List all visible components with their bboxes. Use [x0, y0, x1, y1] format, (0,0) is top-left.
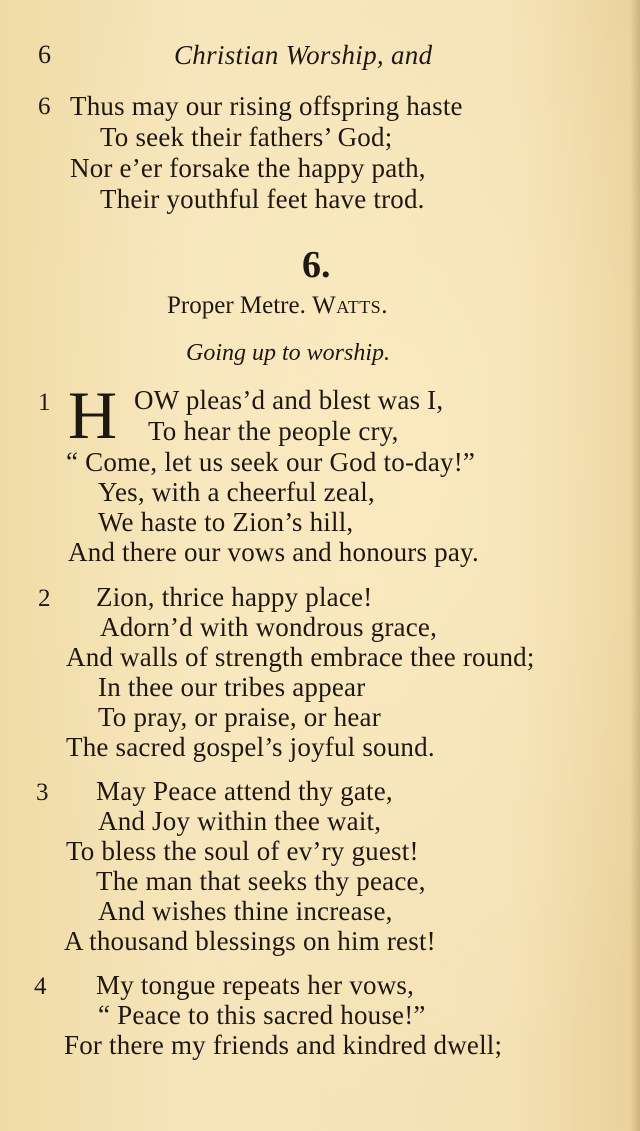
verse-line: And Joy within thee wait,: [98, 806, 382, 836]
verse-line: For there my friends and kindred dwell;: [64, 1030, 503, 1060]
verse-line: My tongue repeats her vows,: [96, 970, 415, 1000]
verse-line: “ Peace to this sacred house!”: [98, 1000, 426, 1030]
verse-line: And walls of strength embrace thee round;: [66, 642, 535, 672]
verse-line: The man that seeks thy peace,: [96, 866, 426, 896]
verse-line: Thus may our rising offspring haste: [70, 91, 463, 121]
verse-line: And wishes thine increase,: [98, 896, 393, 926]
page-number: 6: [38, 40, 51, 69]
stanza-number: 6: [38, 93, 51, 120]
verse-line: We haste to Zion’s hill,: [98, 507, 354, 537]
verse-line: May Peace attend thy gate,: [96, 776, 393, 806]
verse-line: And there our vows and honours pay.: [68, 537, 479, 567]
stanza-number: 1: [38, 389, 51, 416]
verse-line: In thee our tribes appear: [98, 672, 366, 702]
verse-line: To hear the people cry,: [148, 416, 399, 446]
verse-line: “ Come, let us seek our God to-day!”: [66, 447, 476, 477]
verse-line: To pray, or praise, or hear: [98, 702, 381, 732]
hymn-meter-line: [167, 292, 388, 320]
verse-line: Their youthful feet have trod.: [100, 184, 425, 214]
hymn-meter: Proper Metre.: [167, 292, 306, 319]
verse-line: A thousand blessings on him rest!: [64, 926, 436, 956]
stanza-number: 2: [38, 585, 51, 612]
verse-line: Zion, thrice happy place!: [96, 582, 373, 612]
verse-line: To seek their fathers’ God;: [100, 122, 393, 152]
stanza-number: 4: [34, 973, 47, 1000]
running-title: Christian Worship, and: [174, 40, 433, 70]
verse-line: Adorn’d with wondrous grace,: [100, 612, 438, 642]
verse-line: Nor e’er forsake the happy path,: [70, 153, 426, 183]
stanza-number: 3: [36, 779, 49, 806]
verse-line: The sacred gospel’s joyful sound.: [66, 732, 435, 762]
verse-line: OW pleas’d and blest was I,: [134, 385, 444, 415]
verse-line: Yes, with a cheerful zeal,: [98, 477, 375, 507]
page-edge-shadow: [630, 0, 640, 1131]
hymn-author: Watts.: [312, 292, 388, 319]
hymn-number: 6.: [302, 244, 331, 286]
verse-line: To bless the soul of ev’ry guest!: [66, 836, 419, 866]
hymn-subtitle: Going up to worship.: [186, 340, 391, 366]
drop-cap: H: [68, 377, 118, 453]
